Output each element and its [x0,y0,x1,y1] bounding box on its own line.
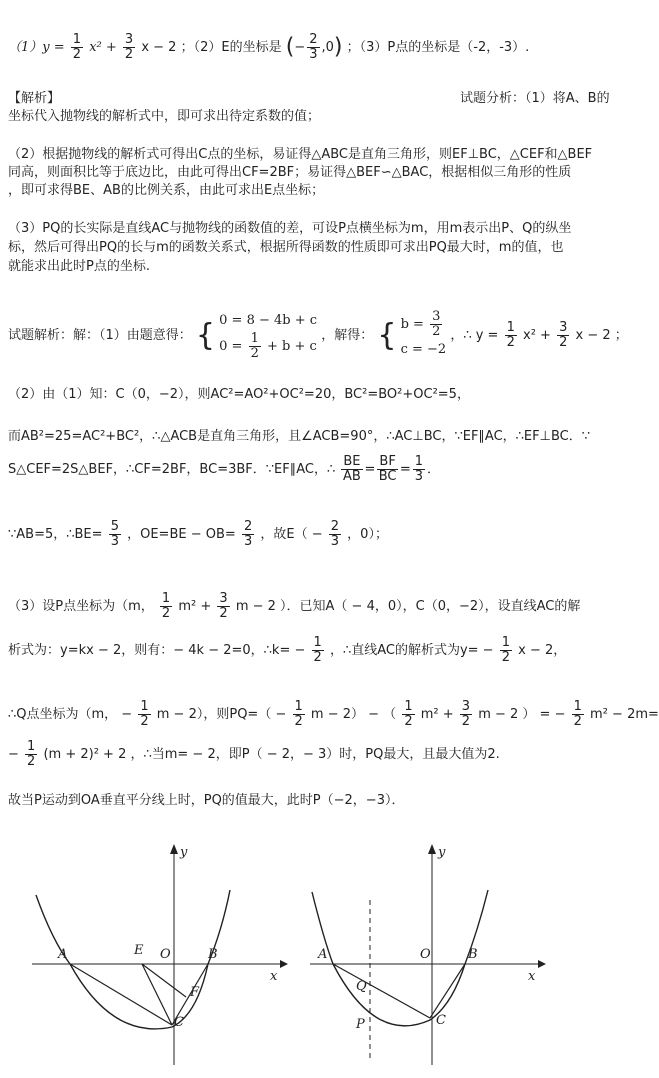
e-coordinate-fraction [307,33,319,62]
point-label: A [318,947,328,962]
equation-system-2 [401,310,447,361]
fraction-denominator: 2 [313,650,322,665]
fraction [500,636,512,665]
fraction-numerator: 3 [559,320,568,335]
fraction [249,332,261,361]
fraction-numerator: 3 [219,591,228,606]
fraction-denominator: 2 [294,714,303,729]
fraction [430,310,442,339]
solution-line [8,740,500,769]
solution-text: m − 2 ）．已知A（ − 4，0），C（0，−2），设直线AC的解 [235,599,581,614]
answer-part2: x − 2 ；（2）E的坐标是 [141,40,282,55]
point-label: P [356,1017,365,1032]
fraction [242,520,254,549]
system-equation: b = [400,317,429,332]
analysis-right-text: 试题分析：（1）将A、B的 [460,91,610,106]
parabola-figure-2 [300,840,570,1070]
point-label: B [468,947,478,962]
equation-system-1 [219,310,317,361]
point-label: F [190,985,200,1000]
solution-text: − [8,747,19,762]
solution-text: S△CEF=2S△BEF，∴CF=2BF，BC=3BF．∵EF∥AC，∴ [8,462,336,477]
solution-text: （3）设P点坐标为（m， [8,599,154,614]
fraction-numerator: 1 [501,635,510,650]
solution-tail3: x − 2 ； [575,328,628,343]
solution-text: ∴Q点坐标为（m， − [8,707,133,722]
point-label: C [436,1013,446,1028]
fraction [505,321,517,350]
fraction-numerator: 3 [432,309,441,324]
fraction-denominator: 3 [330,534,340,549]
fraction-denominator: 2 [432,324,441,339]
analysis-line: 同高，则面积比等于底边比，由此可得出CF=2BF；易证得△BEF∽△BAC，根据相似三角形的性质 [8,165,572,180]
analysis-line: 标，然后可得出PQ的长与m的函数关系式，根据所得函数的性质即可求出PQ最大时，m的值，也 [8,240,564,255]
solution-text: ，∴直线AC的解析式为y= − [329,643,494,658]
point-label: Q [356,979,367,994]
solution-tail2: x² + [523,328,556,343]
fraction-numerator: 2 [330,519,340,534]
solution-text: m² + [178,599,216,614]
solution-line: S△CEF=2S△BEF，∴CF=2BF，BC=3BF．∵EF∥AC，∴ $\frac{BE}{AB}$ = $\frac{BF}{BC}$ = $\frac{1}{3}$ ． [8,454,441,484]
solution-text: ∵AB=5，∴BE= [8,527,103,542]
solution-label: 试题解析：解：（1）由题意得： [8,328,192,343]
fraction [123,33,135,62]
analysis-line: （2）根据抛物线的解析式可得出C点的坐标，易证得△ABC是直角三角形，则EF⊥BC，△CEF和△BEF [8,147,593,162]
fraction-denominator: 2 [27,754,36,769]
fraction-numerator: 1 [250,331,259,346]
fraction-numerator: 2 [309,32,318,47]
solution-line: 而AB²=25=AC²+BC²，∴△ACB是直角三角形，且∠ACB=90°，∴AC⊥BC，∵EF∥AC，∴EF⊥BC．∵ [8,429,590,444]
fraction-numerator: 5 [110,519,119,534]
fraction-numerator: 1 [72,32,82,47]
fraction-numerator: 1 [161,591,171,606]
fraction-numerator: 1 [414,454,424,469]
fraction-numerator: 1 [27,739,36,754]
fraction-numerator: 1 [506,320,515,335]
fraction-numerator: BE [343,454,361,469]
solution-text: m² − 2m= [590,707,659,722]
fraction-denominator: 3 [414,469,424,484]
solution-tail: ，∴ y = [450,328,503,343]
fraction-denominator: 3 [110,534,119,549]
fraction-denominator: BC [378,469,397,484]
fraction-denominator: AB [343,469,361,484]
fraction-denominator: 2 [140,714,149,729]
solution-mid: ，解得： [321,328,374,343]
fraction [71,33,83,62]
fraction-denominator: 2 [250,346,259,361]
fraction [138,700,150,729]
solution-part1: 试题解析：解：（1）由题意得： { 0 = 8 − 4b + c 0 = $\frac{1}{2}$ + b + c ，解得： { b = $\frac{3}{2}$ c = −2 ，∴ y = $\frac{1}{2}$ x² + $\frac{3}{2}$ x − 2 ； [8,309,628,361]
fraction-denominator: 2 [573,714,582,729]
fraction [413,455,425,484]
solution-text: m² + [420,707,458,722]
fraction [402,700,414,729]
system-equation: 0 = [219,339,247,354]
solution-text: ，OE=BE − OB= [127,527,236,542]
answer-part1: （1）y = [8,40,69,55]
solution-conclusion: 故当P运动到OA垂直平分线上时，PQ的值最大，此时P（−2，−3）． [8,793,405,808]
fraction [377,455,397,484]
solution-text: x − 2， [518,643,567,658]
point-label: B [208,947,218,962]
analysis-heading: 【解析】 [8,91,61,106]
fraction-denominator: 2 [501,650,510,665]
answer-x2: x² + [89,40,121,55]
fraction [109,520,121,549]
solution-line [8,592,580,621]
system-equation: 0 = 8 − 4b + c [219,313,318,328]
axis-label: x [270,969,278,984]
fraction [557,321,569,350]
fraction-denominator: 2 [219,606,228,621]
point-label: O [420,947,431,962]
point-label: A [58,947,68,962]
solution-text: ，故E（ − [260,527,323,542]
fraction [329,520,341,549]
analysis-line: ，即可求得BE、AB的比例关系，由此可求出E点坐标； [8,183,325,198]
fraction [293,700,305,729]
analysis-line: 就能求出此时P点的坐标. [8,259,150,274]
fraction-denominator: 2 [404,714,413,729]
fraction [160,592,172,621]
fraction-numerator: 2 [243,519,253,534]
axis-label: y [180,845,188,860]
analysis-line: 坐标代入抛物线的解析式中，即可求出待定系数的值； [8,109,321,124]
solution-text: m − 2 ） = − [478,707,566,722]
solution-line [8,700,659,729]
solution-text: m − 2），则PQ=（ − [156,707,287,722]
fraction-denominator: 2 [124,47,134,62]
point-label: C [174,1015,184,1030]
solution-line [8,520,388,549]
fraction-numerator: 1 [294,699,303,714]
fraction [312,636,324,665]
fraction [25,740,37,769]
fraction-denominator: 2 [161,606,171,621]
solution-text: 析式为：y=kx − 2，则有：− 4k − 2=0，∴k= − [8,643,306,658]
point-label: O [160,947,171,962]
fraction-numerator: 1 [404,699,413,714]
axis-label: x [528,969,536,984]
fraction-numerator: BF [379,454,396,469]
fraction [341,455,362,484]
point-label: E [134,943,144,958]
fraction-denominator: 2 [72,47,82,62]
fraction-denominator: 2 [461,714,471,729]
solution-text: m − 2） − （ [310,707,397,722]
solution-line: （2）由（1）知：C（0，−2），则AC²=AO²+OC²=20，BC²=BO²+OC²=5， [8,387,470,402]
system-equation-tail: + b + c [262,339,317,354]
fraction-numerator: 3 [461,699,471,714]
solution-text: ，0）； [347,527,388,542]
fraction-denominator: 2 [559,335,568,350]
solution-line [8,636,566,665]
fraction-numerator: 1 [313,635,322,650]
system-equation: c = −2 [400,342,447,357]
answer-part3: ；（3）P点的坐标是（-2，-3）. [346,40,530,55]
axis-label: y [438,845,446,860]
solution-text: (m + 2)² + 2 ，∴当m= − 2，即P（ − 2，− 3）时，PQ最大，且最大值为2. [43,747,500,762]
fraction [460,700,472,729]
fraction-numerator: 1 [573,699,582,714]
fraction [217,592,229,621]
parabola-figure-1 [22,840,292,1070]
answer-line: （1）y = $\frac{1}{2}$ x² + $\frac{3}{2}$ x − 2 ；（2）E的坐标是 (− $\frac{2}{3}$ ,0) ；（3）P点的坐标是（-2，-3）. [8,32,530,62]
fraction-denominator: 2 [506,335,515,350]
analysis-line: （3）PQ的长实际是直线AC与抛物线的函数值的差，可设P点横坐标为m，用m表示出P、Q的纵坐 [8,221,572,236]
fraction-numerator: 3 [124,32,134,47]
fraction [572,700,584,729]
fraction-denominator: 3 [243,534,253,549]
fraction-denominator: 3 [309,47,318,62]
fraction-numerator: 1 [140,699,149,714]
